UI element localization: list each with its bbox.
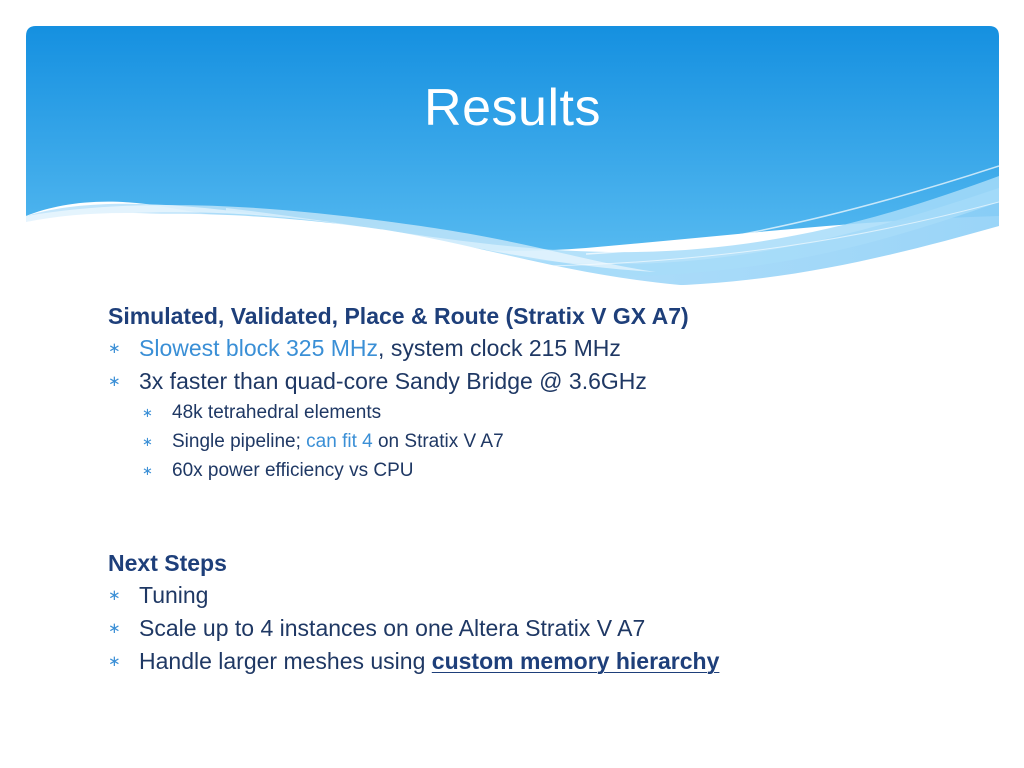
bullet-icon: ∗ xyxy=(108,587,121,604)
item-text: Handle larger meshes using xyxy=(139,648,432,674)
section-spacer xyxy=(108,485,968,547)
bullet-icon: ∗ xyxy=(142,405,153,420)
bullet-icon: ∗ xyxy=(108,620,121,637)
item-text: Single pipeline; xyxy=(172,431,307,452)
bullet-icon: ∗ xyxy=(142,434,153,449)
item-text: , system clock 215 MHz xyxy=(378,335,621,361)
custom-memory-hierarchy-link[interactable]: custom memory hierarchy xyxy=(431,648,720,674)
highlight-text: can fit 4 xyxy=(306,431,373,452)
bullet-icon: ∗ xyxy=(108,340,121,357)
bullet-icon: ∗ xyxy=(108,373,121,390)
list-item xyxy=(108,579,968,612)
bullet-icon: ∗ xyxy=(142,463,153,478)
sub-list-item xyxy=(108,398,968,427)
list-item xyxy=(108,365,968,398)
list-item xyxy=(108,612,968,645)
item-text: 3x faster than quad-core Sandy Bridge @ 3.6GHz xyxy=(139,368,647,394)
item-text: 48k tetrahedral elements xyxy=(172,402,382,423)
slide-content xyxy=(108,300,968,678)
slide-title: Results xyxy=(424,79,601,137)
wave-background xyxy=(26,26,999,316)
item-text: 60x power efficiency vs CPU xyxy=(172,460,414,481)
sub-list-item xyxy=(108,427,968,456)
bullet-icon: ∗ xyxy=(108,653,121,670)
results-heading: Simulated, Validated, Place & Route (Stratix V GX A7) xyxy=(108,303,689,329)
list-item xyxy=(108,332,968,365)
list-item xyxy=(108,645,968,678)
next-steps-heading: Next Steps xyxy=(108,550,227,576)
item-text: Tuning xyxy=(139,582,209,608)
item-text: Scale up to 4 instances on one Altera Stratix V A7 xyxy=(139,615,646,641)
item-text: on Stratix V A7 xyxy=(372,431,504,452)
sub-list-item xyxy=(108,456,968,485)
highlight-text: Slowest block 325 MHz xyxy=(139,335,379,361)
title-banner xyxy=(26,26,999,316)
